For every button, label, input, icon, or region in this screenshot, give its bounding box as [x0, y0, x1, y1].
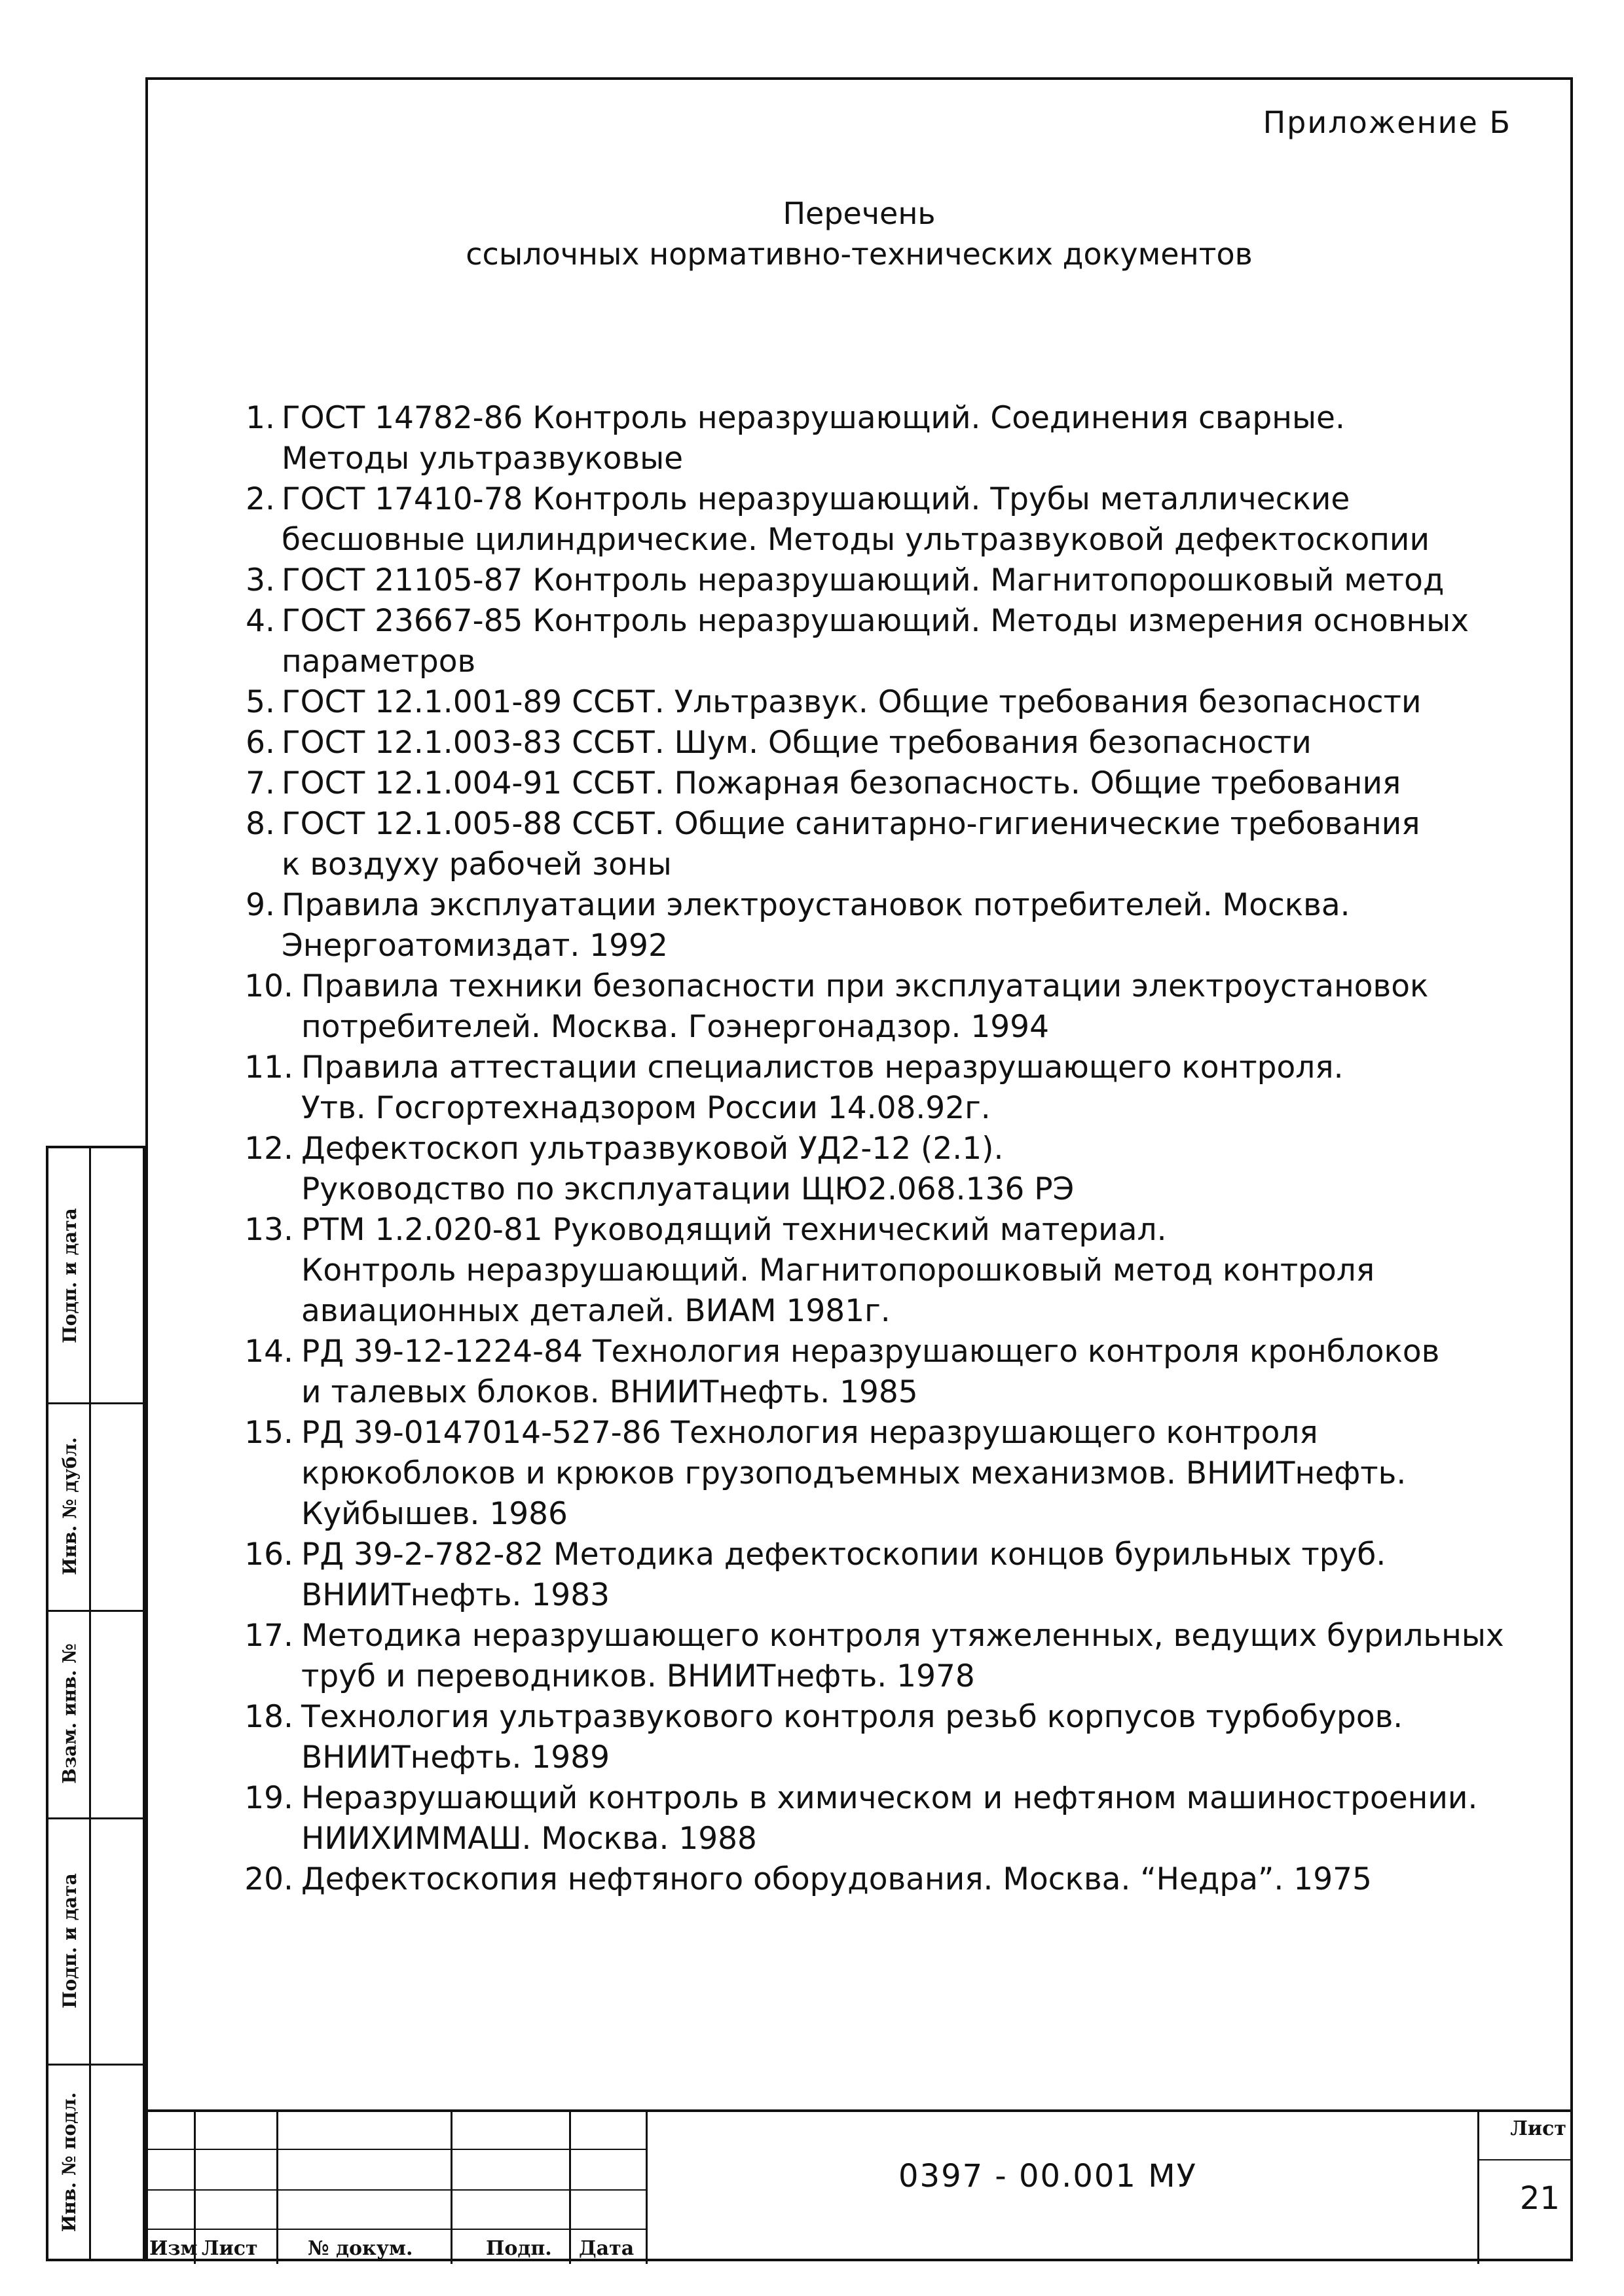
- approval-stamp-column: [46, 1146, 145, 2261]
- reference-item: [208, 1210, 1557, 1332]
- reference-line: Дефектоскопия нефтяного оборудования. Москва. “Недра”. 1975: [301, 1861, 1372, 1897]
- reference-line: Технология ультразвукового контроля резьб корпусов турбобуров.: [301, 1699, 1403, 1735]
- reference-text: [301, 1129, 1557, 1210]
- reference-line: Контроль неразрушающий. Магнитопорошковый метод контроля: [301, 1252, 1375, 1288]
- reference-line: и талевых блоков. ВНИИТнефть. 1985: [301, 1374, 918, 1410]
- reference-number: 17.: [244, 1618, 293, 1654]
- reference-number: 12.: [244, 1131, 293, 1167]
- reference-line: параметров: [282, 644, 476, 680]
- reference-line: Неразрушающий контроль в химическом и нефтяном машиностроении.: [301, 1780, 1478, 1816]
- reference-line: к воздуху рабочей зоны: [282, 847, 672, 883]
- reference-text: [301, 1778, 1557, 1859]
- reference-text: [301, 1697, 1557, 1778]
- reference-number: 15.: [244, 1415, 293, 1451]
- sheet-number: 21: [1519, 2180, 1560, 2217]
- reference-line: НИИХИММАШ. Москва. 1988: [301, 1821, 757, 1857]
- reference-number: 2.: [246, 481, 275, 517]
- reference-text: [301, 1210, 1557, 1332]
- reference-number: 13.: [244, 1212, 293, 1248]
- reference-line: потребителей. Москва. Гоэнергонадзор. 1994: [301, 1009, 1049, 1045]
- reference-number: 20.: [244, 1861, 293, 1897]
- reference-text: [282, 804, 1557, 885]
- reference-number: 19.: [244, 1780, 293, 1816]
- reference-number: 1.: [246, 400, 275, 436]
- reference-item: [208, 723, 1557, 763]
- reference-number: 11.: [244, 1049, 293, 1085]
- reference-line: крюкоблоков и крюков грузоподъемных механизмов. ВНИИТнефть.: [301, 1455, 1407, 1491]
- reference-line: Дефектоскоп ультразвуковой УД2-12 (2.1).: [301, 1131, 1004, 1167]
- reference-text: [301, 1332, 1557, 1413]
- reference-text: [282, 601, 1557, 682]
- reference-number: 4.: [246, 603, 275, 639]
- reference-item: [208, 1859, 1557, 1900]
- reference-line: ГОСТ 21105-87 Контроль неразрушающий. Магнитопорошковый метод: [282, 562, 1445, 598]
- reference-item: [208, 601, 1557, 682]
- col-list-label: Лист: [202, 2237, 258, 2260]
- reference-line: РД 39-0147014-527-86 Технология неразрушающего контроля: [301, 1415, 1318, 1451]
- reference-item: [208, 804, 1557, 885]
- title-block: [145, 2109, 1573, 2264]
- reference-number: 6.: [246, 725, 275, 761]
- title-line-2: ссылочных нормативно-технических документов: [466, 236, 1253, 272]
- reference-text: [282, 885, 1557, 966]
- reference-line: ГОСТ 14782-86 Контроль неразрушающий. Соединения сварные.: [282, 400, 1345, 436]
- col-doc-label: № докум.: [308, 2237, 413, 2260]
- reference-line: Правила техники безопасности при эксплуатации электроустановок: [301, 968, 1429, 1004]
- reference-item: [208, 763, 1557, 804]
- reference-number: 5.: [246, 684, 275, 720]
- reference-text: [282, 398, 1557, 479]
- reference-line: Куйбышев. 1986: [301, 1496, 568, 1532]
- reference-line: бесшовные цилиндрические. Методы ультразвуковой дефектоскопии: [282, 522, 1430, 558]
- reference-text: [282, 723, 1557, 763]
- reference-item: [208, 560, 1557, 601]
- reference-line: Методика неразрушающего контроля утяжеленных, ведущих бурильных: [301, 1618, 1504, 1654]
- reference-line: ГОСТ 17410-78 Контроль неразрушающий. Трубы металлические: [282, 481, 1350, 517]
- reference-text: [301, 1535, 1557, 1616]
- reference-number: 16.: [244, 1537, 293, 1573]
- reference-text: [301, 966, 1557, 1048]
- reference-text: [282, 560, 1557, 601]
- reference-line: Правила аттестации специалистов неразрушающего контроля.: [301, 1049, 1344, 1085]
- stamp-original-inv: Инв. № подл.: [58, 2092, 81, 2232]
- title-line-1: Перечень: [783, 196, 936, 231]
- reference-number: 10.: [244, 968, 293, 1004]
- reference-line: ГОСТ 12.1.004-91 ССБТ. Пожарная безопасность. Общие требования: [282, 765, 1401, 801]
- reference-item: [208, 966, 1557, 1048]
- reference-item: [208, 1413, 1557, 1535]
- reference-line: Энергоатомиздат. 1992: [282, 928, 668, 964]
- document-code: 0397 - 00.001 МУ: [898, 2158, 1197, 2195]
- reference-item: [208, 682, 1557, 723]
- col-izm-label: Изм: [149, 2237, 198, 2260]
- reference-text: [282, 479, 1557, 560]
- reference-number: 14.: [244, 1334, 293, 1370]
- reference-text: [301, 1048, 1557, 1129]
- stamp-dup-inv: Инв. № дубл.: [58, 1437, 81, 1575]
- reference-line: РТМ 1.2.020-81 Руководящий технический материал.: [301, 1212, 1167, 1248]
- reference-item: [208, 479, 1557, 560]
- reference-text: [301, 1413, 1557, 1535]
- reference-line: ГОСТ 23667-85 Контроль неразрушающий. Методы измерения основных: [282, 603, 1469, 639]
- col-date-label: Дата: [579, 2237, 635, 2260]
- reference-item: [208, 1616, 1557, 1697]
- reference-number: 18.: [244, 1699, 293, 1735]
- appendix-label: Приложение Б: [1263, 105, 1511, 140]
- reference-item: [208, 1332, 1557, 1413]
- reference-text: [301, 1859, 1557, 1900]
- reference-line: ВНИИТнефть. 1989: [301, 1740, 610, 1776]
- reference-item: [208, 885, 1557, 966]
- reference-item: [208, 1129, 1557, 1210]
- reference-line: Руководство по эксплуатации ЩЮ2.068.136 РЭ: [301, 1171, 1075, 1207]
- reference-item: [208, 1535, 1557, 1616]
- reference-line: Утв. Госгортехнадзором России 14.08.92г.: [301, 1090, 991, 1126]
- reference-item: [208, 398, 1557, 479]
- stamp-sign-date-bottom: Подп. и дата: [58, 1872, 81, 2009]
- sheet-caption: Лист: [1510, 2117, 1566, 2140]
- reference-line: ГОСТ 12.1.005-88 ССБТ. Общие санитарно-гигиенические требования: [282, 806, 1420, 842]
- reference-item: [208, 1778, 1557, 1859]
- reference-number: 3.: [246, 562, 275, 598]
- stamp-replace-inv: Взам. инв. №: [58, 1643, 81, 1784]
- reference-text: [282, 763, 1557, 804]
- document-title: [145, 193, 1573, 274]
- reference-item: [208, 1697, 1557, 1778]
- reference-number: 7.: [246, 765, 275, 801]
- reference-line: Правила эксплуатации электроустановок потребителей. Москва.: [282, 887, 1350, 923]
- reference-line: труб и переводников. ВНИИТнефть. 1978: [301, 1658, 975, 1694]
- reference-line: авиационных деталей. ВИАМ 1981г.: [301, 1293, 891, 1329]
- reference-line: РД 39-12-1224-84 Технология неразрушающего контроля кронблоков: [301, 1334, 1440, 1370]
- reference-number: 9.: [246, 887, 275, 923]
- reference-line: ГОСТ 12.1.003-83 ССБТ. Шум. Общие требования безопасности: [282, 725, 1312, 761]
- col-sign-label: Подп.: [486, 2237, 552, 2260]
- reference-list: [208, 398, 1557, 1900]
- reference-line: Методы ультразвуковые: [282, 441, 684, 477]
- reference-line: ГОСТ 12.1.001-89 ССБТ. Ультразвук. Общие требования безопасности: [282, 684, 1422, 720]
- reference-text: [282, 682, 1557, 723]
- stamp-sign-date-top: Подп. и дата: [58, 1207, 81, 1343]
- reference-line: РД 39-2-782-82 Методика дефектоскопии концов бурильных труб.: [301, 1537, 1386, 1573]
- reference-text: [301, 1616, 1557, 1697]
- reference-number: 8.: [246, 806, 275, 842]
- reference-line: ВНИИТнефть. 1983: [301, 1577, 610, 1613]
- reference-item: [208, 1048, 1557, 1129]
